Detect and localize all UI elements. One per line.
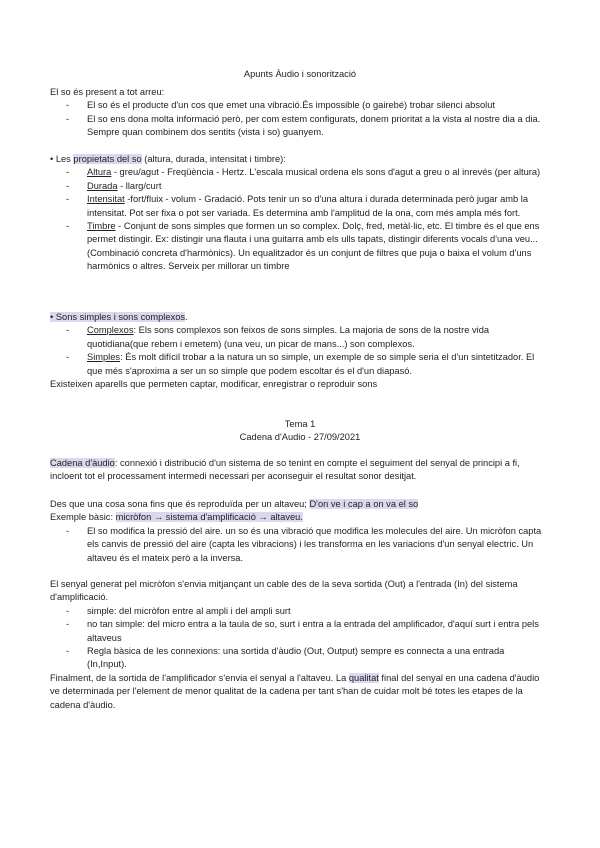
senyal-final-b: final del senyal en una cadena d'àudio ve determinada per l'element de menor qualitat de la cadena per tant s'han de cuidar molt bé totes les etapes de la cadena d'àudio. xyxy=(50,672,540,710)
properties-lead-prefix: • Les xyxy=(50,154,74,164)
sounds-closing: Existeixen aparells que permeten captar, modificar, enregistrar o reproduir sons xyxy=(50,379,378,390)
des-item: - El so modifica la pressió del aire. un so és una vibració que modifica les molecules del aire. Un micròfon capta els canvis de pressió del aire (capta les vibracions) i les transforma en les variacions d'un senyal electric. Un altaveu és el mateix però a la inversa. xyxy=(50,525,544,565)
properties-lead-rest: (altura, durada, intensitat i timbre): xyxy=(141,154,286,164)
intro-item: - El so és el producte d'un cos que emet una vibració.És impossible (o gairebé) trobar silenci absolut xyxy=(50,99,544,112)
sound-type-item xyxy=(50,351,544,378)
property-text: - llarg/curt xyxy=(117,180,162,191)
property-term: Altura xyxy=(87,167,112,178)
property-item xyxy=(50,166,544,179)
property-item xyxy=(50,220,544,274)
des-line-1-highlight: D'on ve i cap a on va el so xyxy=(309,499,419,509)
property-text: - Conjunt de sons simples que formen un so complex. Dolç, fred, metàl·lic, etc. El timbre és el que ens permet distingir. Ex: distingir una flauta i una guitarra amb els ulls tapats, distingir diferents vocals d'una veu... (Combinació concreta d'harmònics). Un equalitzador és un conjunt de filtres que puja o baixa el volum d'uns harmònics o altres. Serveix per millorar un timbre xyxy=(87,221,540,272)
senyal-final-a: Finalment, de la sortida de l'amplificador s'envia el senyal a l'altaveu. La xyxy=(50,672,349,683)
sound-type-item xyxy=(50,324,544,351)
cadena-highlight: Cadena d'àudio xyxy=(50,458,115,468)
property-term: Timbre xyxy=(87,221,116,232)
properties-lead xyxy=(50,153,544,166)
senyal-item: - no tan simple: del micro entra a la taula de so, surt i entra a la entrada del amplificador, d'aquí surt i entra pels altaveus xyxy=(50,618,544,645)
sound-type-text: : És molt difícil trobar a la natura un so simple, un exemple de so simple seria el d'un sintetitzador. El que més s'aproxima a ser un so simple que podem escoltar és el d'un diapasó. xyxy=(87,352,535,376)
senyal-final xyxy=(50,672,544,712)
des-line-2 xyxy=(50,511,544,524)
des-line-2-highlight: micròfon → sistema d'amplificació → altaveu. xyxy=(115,512,303,523)
intro-section xyxy=(50,86,544,140)
cadena-definition xyxy=(50,457,544,484)
des-line-1-text: Des que una cosa sona fins que és reproduïda per un altaveu; xyxy=(50,499,310,509)
property-term: Durada xyxy=(87,180,118,191)
sounds-lead xyxy=(50,311,544,324)
senyal-item: - simple: del micròfon entre al ampli i del ampli surt xyxy=(50,605,544,618)
property-term: Intensitat xyxy=(87,194,125,205)
senyal-item: - Regla bàsica de les connexions: una sortida d'àudio (Out, Output) sempre es connecta a una entrada (In,Input). xyxy=(50,645,544,672)
intro-item: - El so ens dona molta informació però, per com estem configurats, donem prioritat a la vista al nostre dia a dia. Sempre quan combinem dos sentits (vista i so) guanyem. xyxy=(50,113,544,140)
cadena-text: : connexió i distribució d'un sistema de so tenint en compte el seguiment del senyal de principi a fi, incloent tot el processament intermedi necessari per aconseguir el resultat sonor desitjat. xyxy=(50,458,520,482)
sounds-section xyxy=(50,311,544,391)
document-title: Apunts Àudio i sonorització xyxy=(243,69,357,79)
properties-highlight: propietats del so xyxy=(73,154,142,164)
properties-section xyxy=(50,153,544,274)
des-line-1 xyxy=(50,498,544,511)
sound-type-term: Simples xyxy=(87,352,121,363)
property-item xyxy=(50,193,544,220)
sound-type-term: Complexos xyxy=(87,325,134,336)
senyal-section xyxy=(50,578,544,712)
sounds-lead-rest: . xyxy=(185,312,188,322)
senyal-intro: El senyal generat pel micròfon s'envia mitjançant un cable des de la seva sortida (Out) a l'entrada (In) del sistema d'amplificació. xyxy=(50,579,518,603)
tema-title: Tema 1 xyxy=(284,419,316,429)
sound-type-text: : Els sons complexos son feixos de sons simples. La majoria de sons de la nostre vida quotidiana(que rebem i emetem) (una veu, un picar de mans...) son complexos. xyxy=(87,325,490,349)
tema-subtitle: Cadena d'Audio - 27/09/2021 xyxy=(239,432,361,442)
intro-heading: El so és present a tot arreu: xyxy=(50,87,165,97)
property-text: - greu/agut - Freqüència - Hertz. L'escala musical ordena els sons d'agut a greu o al inrevés (per altura) xyxy=(111,167,541,178)
des-section xyxy=(50,498,544,565)
senyal-final-highlight: qualitat xyxy=(348,672,379,683)
sounds-highlight: • Sons simples i sons complexos xyxy=(50,312,186,322)
property-text: -fort/fluix - volum - Gradació. Pots tenir un so d'una altura i durada determinada però jugar amb la intensitat. Pot ser fixa o pot ser variada. Es determina amb l'amplitud de la ona, com més ampla més fort. xyxy=(87,194,529,218)
des-line-2-text: Exemple bàsic: xyxy=(50,512,116,523)
property-item xyxy=(50,180,544,193)
